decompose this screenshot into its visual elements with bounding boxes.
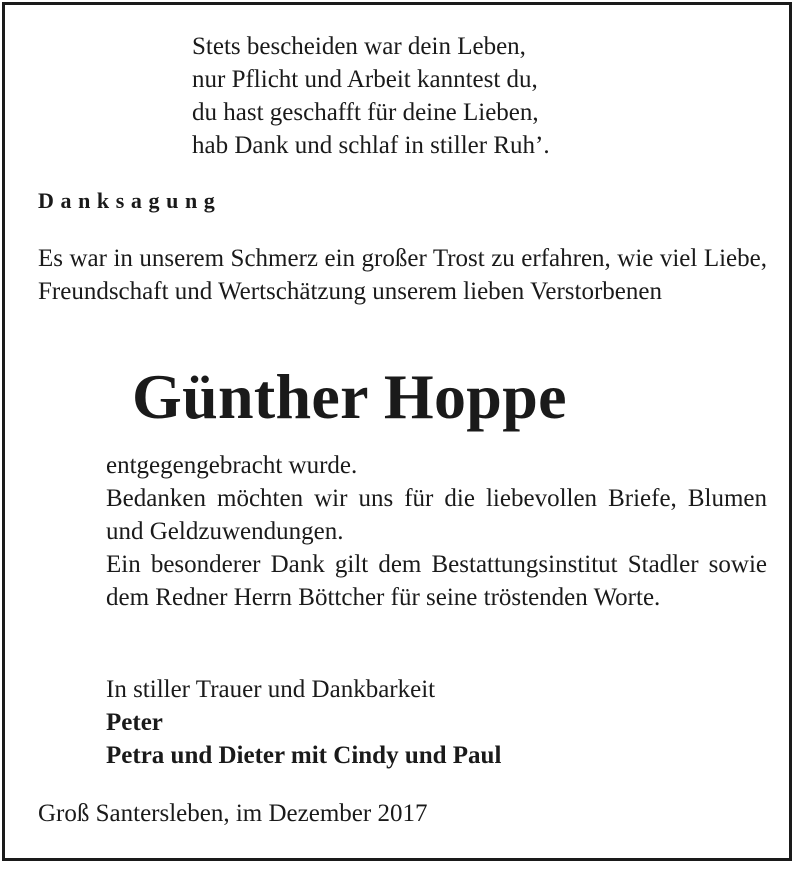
deceased-name: Günther Hoppe	[132, 361, 567, 432]
signoff-line: In stiller Trauer und Dankbarkeit	[106, 676, 436, 703]
poem-line: nur Pflicht und Arbeit kanntest du,	[192, 66, 538, 93]
body-paragraph: Bedanken möchten wir uns für die liebevollen Briefe, Blumen und Geldzuwendungen.	[106, 485, 767, 545]
signoff-block	[106, 673, 767, 772]
intro-paragraph: Es war in unserem Schmerz ein großer Trost zu erfahren, wie viel Liebe, Freundschaft und Wertschätzung unserem lieben Verstorbenen	[38, 245, 767, 305]
poem-line: Stets bescheiden war dein Leben,	[192, 33, 526, 60]
poem-line: hab Dank und schlaf in stiller Ruh’.	[192, 132, 550, 159]
thanks-body	[106, 449, 767, 614]
signer-name: Petra und Dieter mit Cindy und Paul	[106, 742, 502, 769]
notice-heading: Danksagung	[38, 188, 222, 213]
place-and-date: Groß Santersleben, im Dezember 2017	[38, 800, 428, 827]
memorial-poem	[192, 30, 712, 162]
body-paragraph: entgegengebracht wurde.	[106, 452, 358, 479]
body-paragraph: Ein besonderer Dank gilt dem Bestattungsinstitut Stadler sowie dem Redner Herrn Böttcher für seine tröstenden Worte.	[106, 551, 767, 611]
poem-line: du hast geschafft für deine Lieben,	[192, 99, 539, 126]
signer-name: Peter	[106, 709, 163, 736]
